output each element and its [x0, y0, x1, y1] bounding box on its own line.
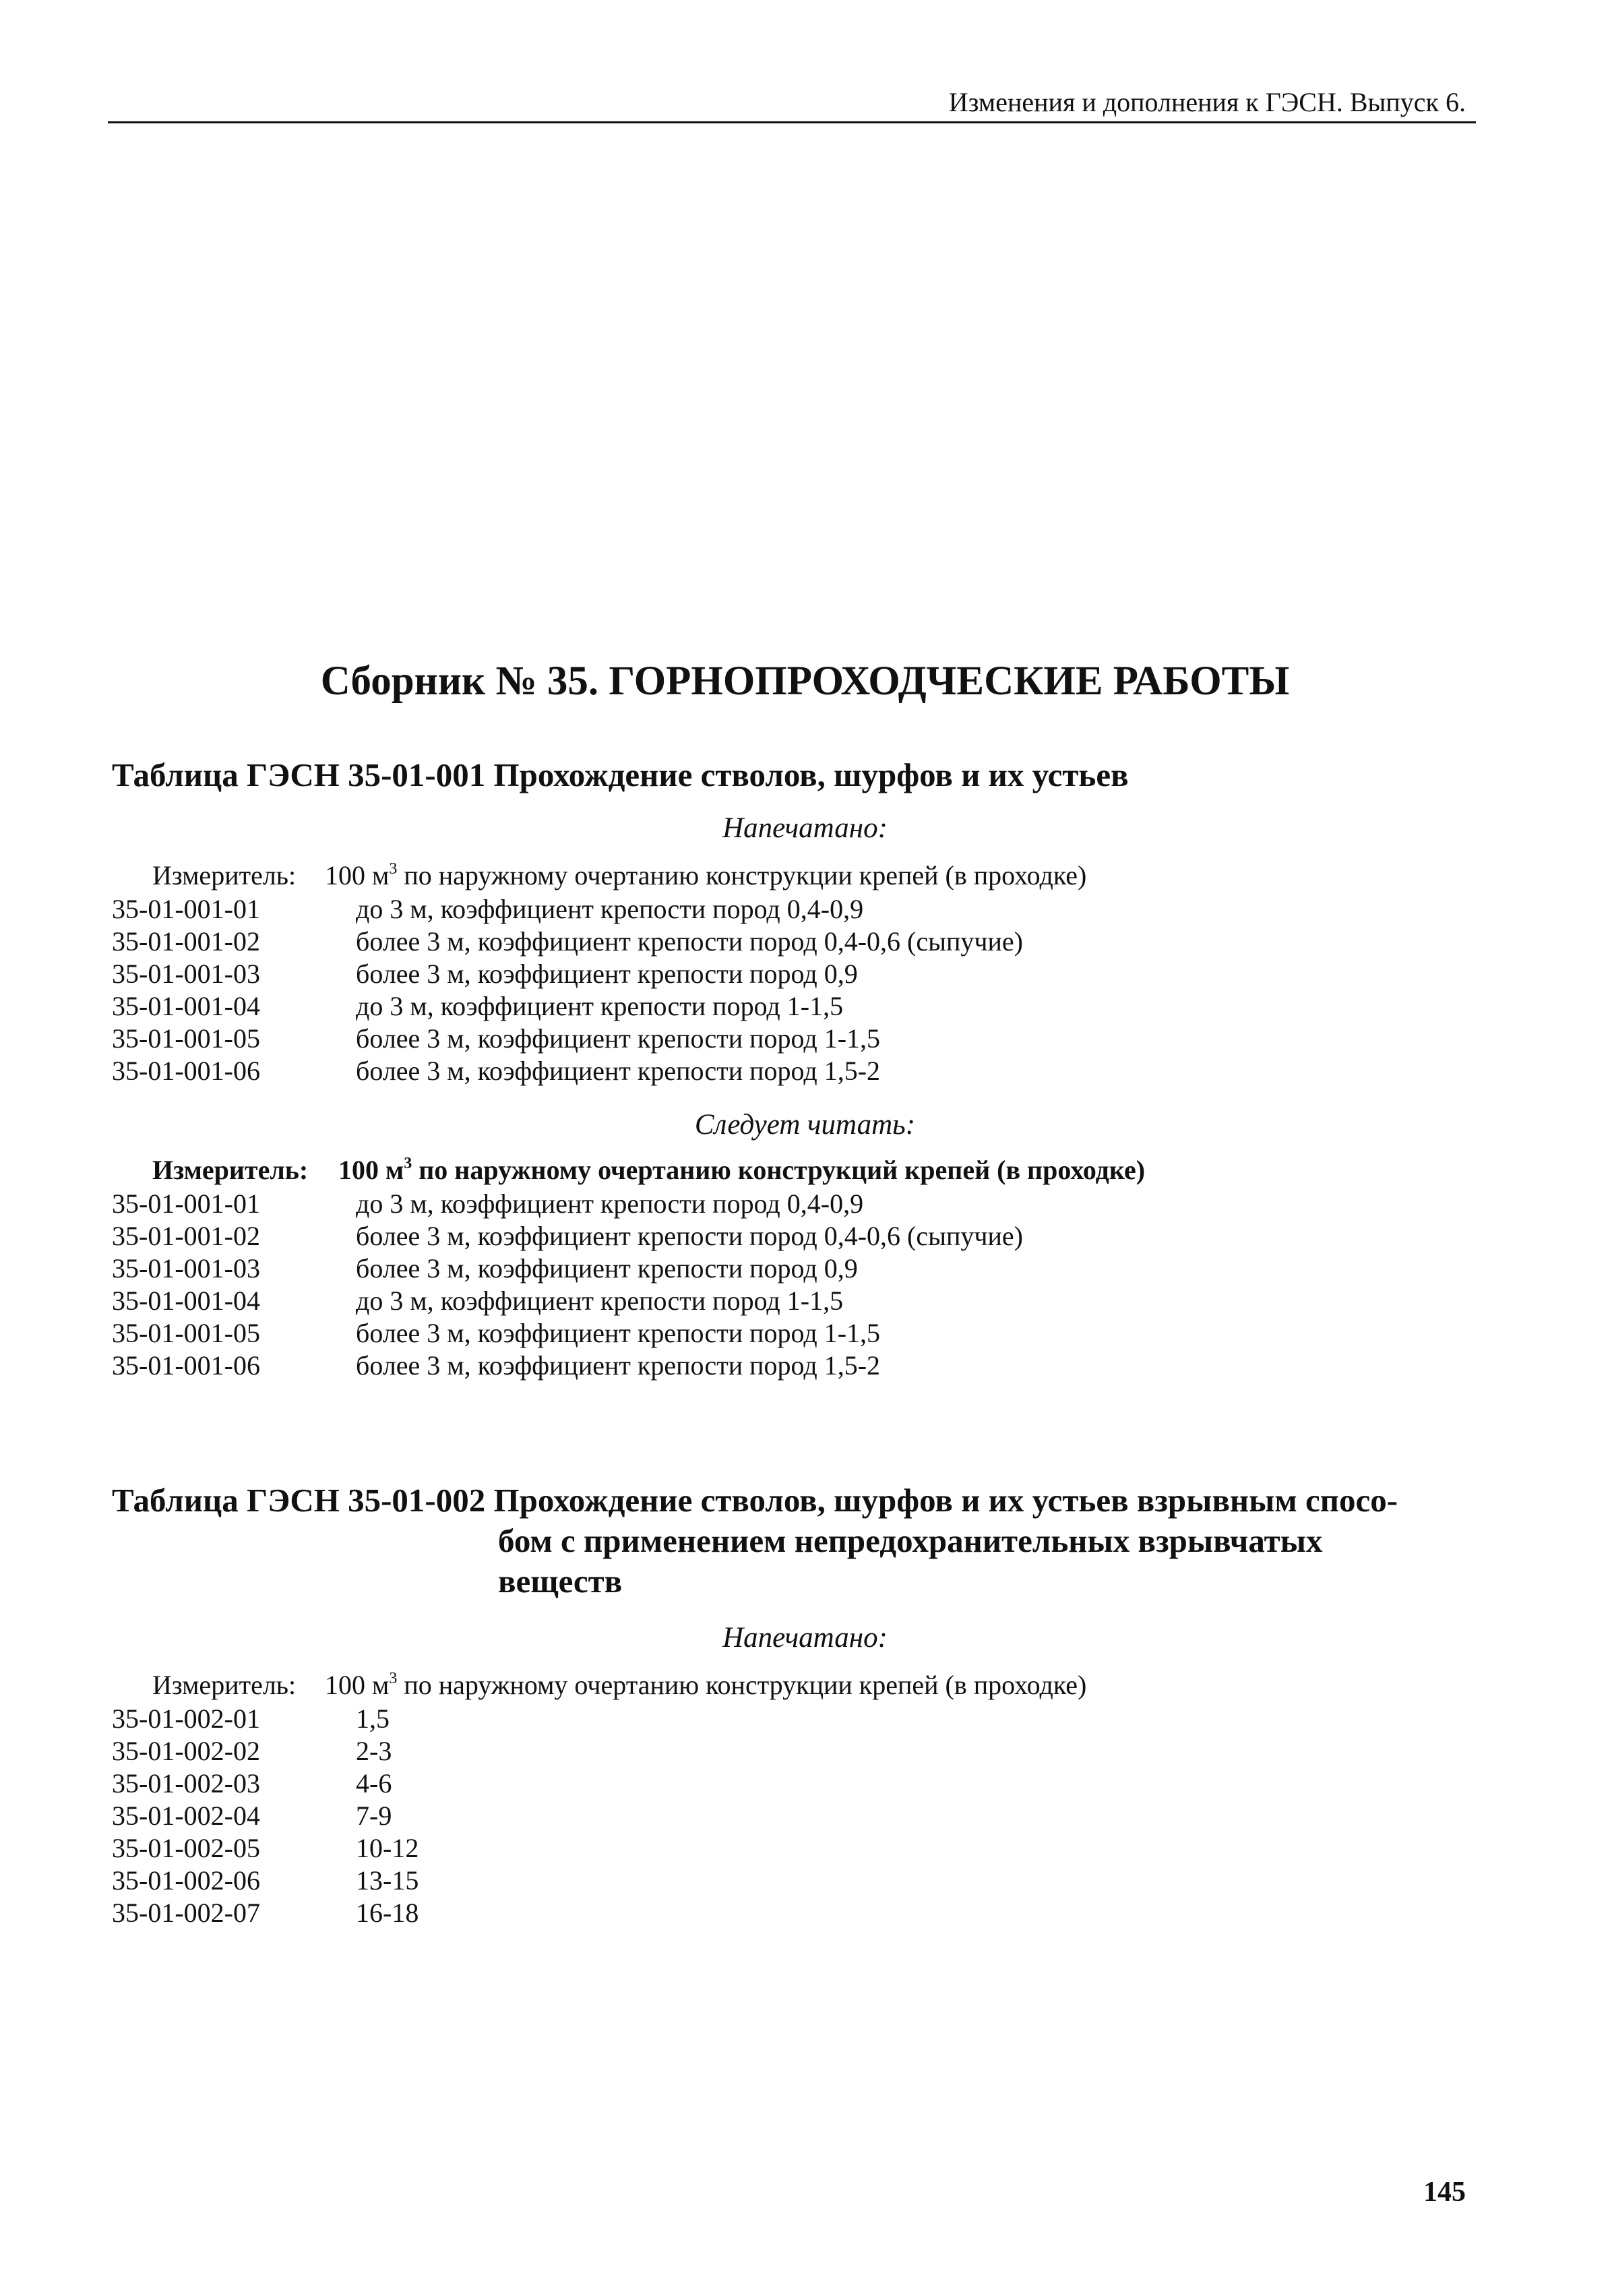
row-code: 35-01-002-05	[112, 1833, 260, 1863]
row-code: 35-01-001-05	[112, 1023, 260, 1054]
table2-title	[112, 1480, 1398, 1602]
row-description: более 3 м, коэффициент крепости пород 1,5-2	[356, 1056, 881, 1086]
measure-value: 100 $м^3$ по наружному очертанию конструкций крепей (в проходке)	[338, 1155, 1146, 1185]
table1-printed-subtitle: Напечатано:	[722, 812, 888, 844]
table1-label: Таблица ГЭСН 35-01-001	[112, 756, 486, 793]
row-code: 35-01-001-05	[112, 1318, 260, 1348]
measure-label: Измеритель:	[152, 1670, 297, 1700]
table1-name: Прохождение стволов, шурфов и их устьев	[493, 756, 1129, 793]
table2-title-line3: веществ	[498, 1563, 623, 1600]
row-code: 35-01-001-03	[112, 1253, 260, 1283]
row-description: до 3 м, коэффициент крепости пород 0,4-0,9	[356, 1188, 864, 1219]
row-description: более 3 м, коэффициент крепости пород 0,9	[356, 1253, 858, 1283]
row-description: 7-9	[356, 1801, 392, 1831]
table2-title-line1: Таблица ГЭСН 35-01-002 Прохождение стволов, шурфов и их устьев взрывным спосо-	[112, 1482, 1398, 1519]
measure-value: 100 $м^3$ по наружному очертанию конструкции крепей (в проходке)	[325, 1670, 1087, 1700]
row-description: 2-3	[356, 1736, 392, 1766]
row-description: более 3 м, коэффициент крепости пород 1-1,5	[356, 1023, 881, 1054]
row-description: 10-12	[356, 1833, 419, 1863]
row-description: более 3 м, коэффициент крепости пород 1-1,5	[356, 1318, 881, 1348]
row-description: 16-18	[356, 1898, 419, 1928]
row-code: 35-01-001-06	[112, 1056, 260, 1086]
page-number: 145	[1423, 2177, 1466, 2208]
row-description: 4-6	[356, 1768, 392, 1799]
row-code: 35-01-001-01	[112, 1188, 260, 1219]
table2-printed-subtitle: Напечатано:	[722, 1622, 888, 1654]
row-code: 35-01-001-02	[112, 1221, 260, 1251]
row-description: более 3 м, коэффициент крепости пород 0,4-0,6 (сыпучие)	[356, 1221, 1023, 1251]
row-description: 13-15	[356, 1865, 419, 1896]
row-description: до 3 м, коэффициент крепости пород 1-1,5	[356, 991, 844, 1021]
row-code: 35-01-001-04	[112, 1286, 260, 1316]
row-code: 35-01-001-01	[112, 894, 260, 924]
row-code: 35-01-001-04	[112, 991, 260, 1021]
row-code: 35-01-002-04	[112, 1801, 260, 1831]
running-header: Изменения и дополнения к ГЭСН. Выпуск 6.	[948, 87, 1466, 117]
table2-title-line2: бом с применением непредохранительных взрывчатых	[498, 1522, 1323, 1559]
measure-value: 100 $м^3$ по наружному очертанию конструкции крепей (в проходке)	[325, 860, 1087, 890]
row-description: более 3 м, коэффициент крепости пород 1,5-2	[356, 1350, 881, 1381]
row-code: 35-01-002-07	[112, 1898, 260, 1928]
row-code: 35-01-002-06	[112, 1865, 260, 1896]
row-code: 35-01-001-06	[112, 1350, 260, 1381]
row-description: более 3 м, коэффициент крепости пород 0,9	[356, 959, 858, 989]
collection-title: Сборник № 35. ГОРНОПРОХОДЧЕСКИЕ РАБОТЫ	[320, 659, 1290, 704]
row-description: до 3 м, коэффициент крепости пород 1-1,5	[356, 1286, 844, 1316]
row-description: до 3 м, коэффициент крепости пород 0,4-0,9	[356, 894, 864, 924]
table1-corrected-subtitle: Следует читать:	[694, 1109, 916, 1141]
row-code: 35-01-001-03	[112, 959, 260, 989]
row-description: более 3 м, коэффициент крепости пород 0,4-0,6 (сыпучие)	[356, 926, 1023, 957]
measure-label: Измеритель:	[152, 860, 297, 890]
row-description: 1,5	[356, 1703, 390, 1734]
header-rule	[108, 121, 1476, 123]
table1-title	[112, 755, 1129, 795]
measure-label: Измеритель:	[152, 1155, 309, 1185]
row-code: 35-01-002-03	[112, 1768, 260, 1799]
row-code: 35-01-002-01	[112, 1703, 260, 1734]
row-code: 35-01-001-02	[112, 926, 260, 957]
row-code: 35-01-002-02	[112, 1736, 260, 1766]
